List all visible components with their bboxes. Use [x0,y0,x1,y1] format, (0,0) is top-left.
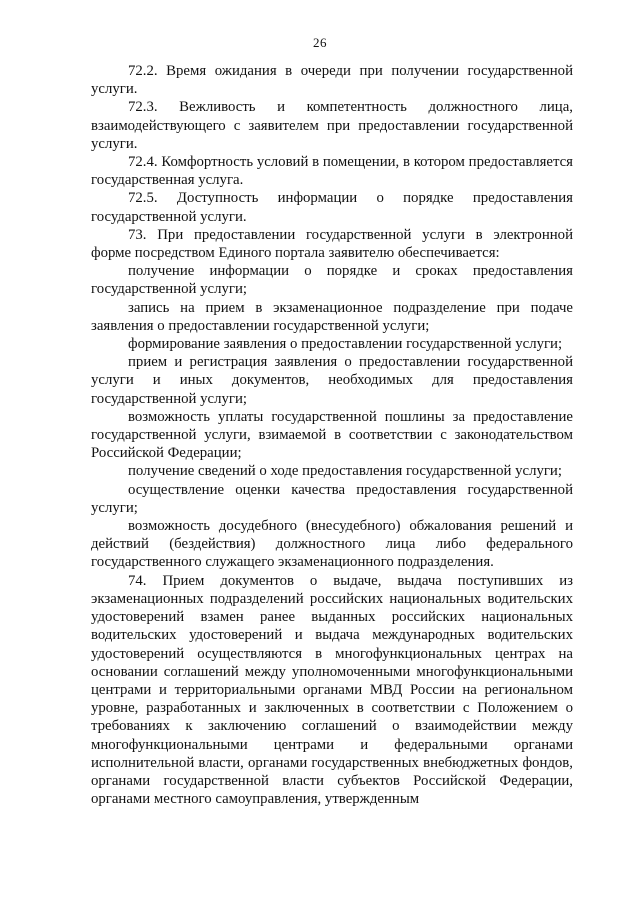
paragraph-72-4: 72.4. Комфортность условий в помещении, в котором предоставляется государственная услуга. [91,154,573,189]
list-item-quality-rating: осуществление оценки качества предоставления государственной услуги; [91,481,573,516]
paragraph-72-3: 72.3. Вежливость и компетентность должностного лица, взаимодействующего с заявителем при предоставлении государственной услуги. [91,99,573,152]
list-item-application-form: формирование заявления о предоставлении государственной услуги; [128,336,563,353]
list-item-appeal: возможность досудебного (внесудебного) обжалования решений и действий (бездействия) должностного лица либо федерального государственного служащего экзаменационного подразделения. [91,518,573,571]
list-item-appointment: запись на прием в экзаменационное подразделение при подаче заявления о предоставлении государственной услуги; [91,299,573,334]
paragraph-72-2: 72.2. Время ожидания в очереди при получении государственной услуги. [91,63,573,98]
list-item-fee-payment: возможность уплаты государственной пошлины за предоставление государственной услуги, взимаемой в соответствии с законодательством Российской Федерации; [91,408,573,462]
paragraph-74: 74. Прием документов о выдаче, выдача поступивших из экзаменационных подразделений российских национальных водительских удостоверений взамен ранее выданных российских национальных водительских удостоверений и выдача международных водительских удостоверений осуществляются в многофункциональных центрах на основании соглашений между уполномоченными многофункциональными центрами и территориальными органами МВД России на региональном уровне, разработанных и заключенных в соответствии с Положением о требованиях к заключению соглашений о взаимодействии между многофункциональными центрами и федеральными органами исполнительной власти, органами государственных внебюджетных фондов, органами государственной власти субъектов Российской Федерации, органами местного самоуправления, утвержденным [91,572,573,808]
document-body [91,62,573,808]
list-item-registration: прием и регистрация заявления о предоставлении государственной услуги и иных документов, необходимых для предоставления государственной услуги; [91,354,573,407]
list-item-info: получение информации о порядке и сроках предоставления государственной услуги; [91,263,573,298]
paragraph-73: 73. При предоставлении государственной услуги в электронной форме посредством Единого портала заявителю обеспечивается: [91,226,573,262]
page-number: 26 [313,35,327,50]
list-item-status-info: получение сведений о ходе предоставления государственной услуги; [128,463,562,480]
paragraph-72-5: 72.5. Доступность информации о порядке предоставления государственной услуги. [91,190,573,225]
